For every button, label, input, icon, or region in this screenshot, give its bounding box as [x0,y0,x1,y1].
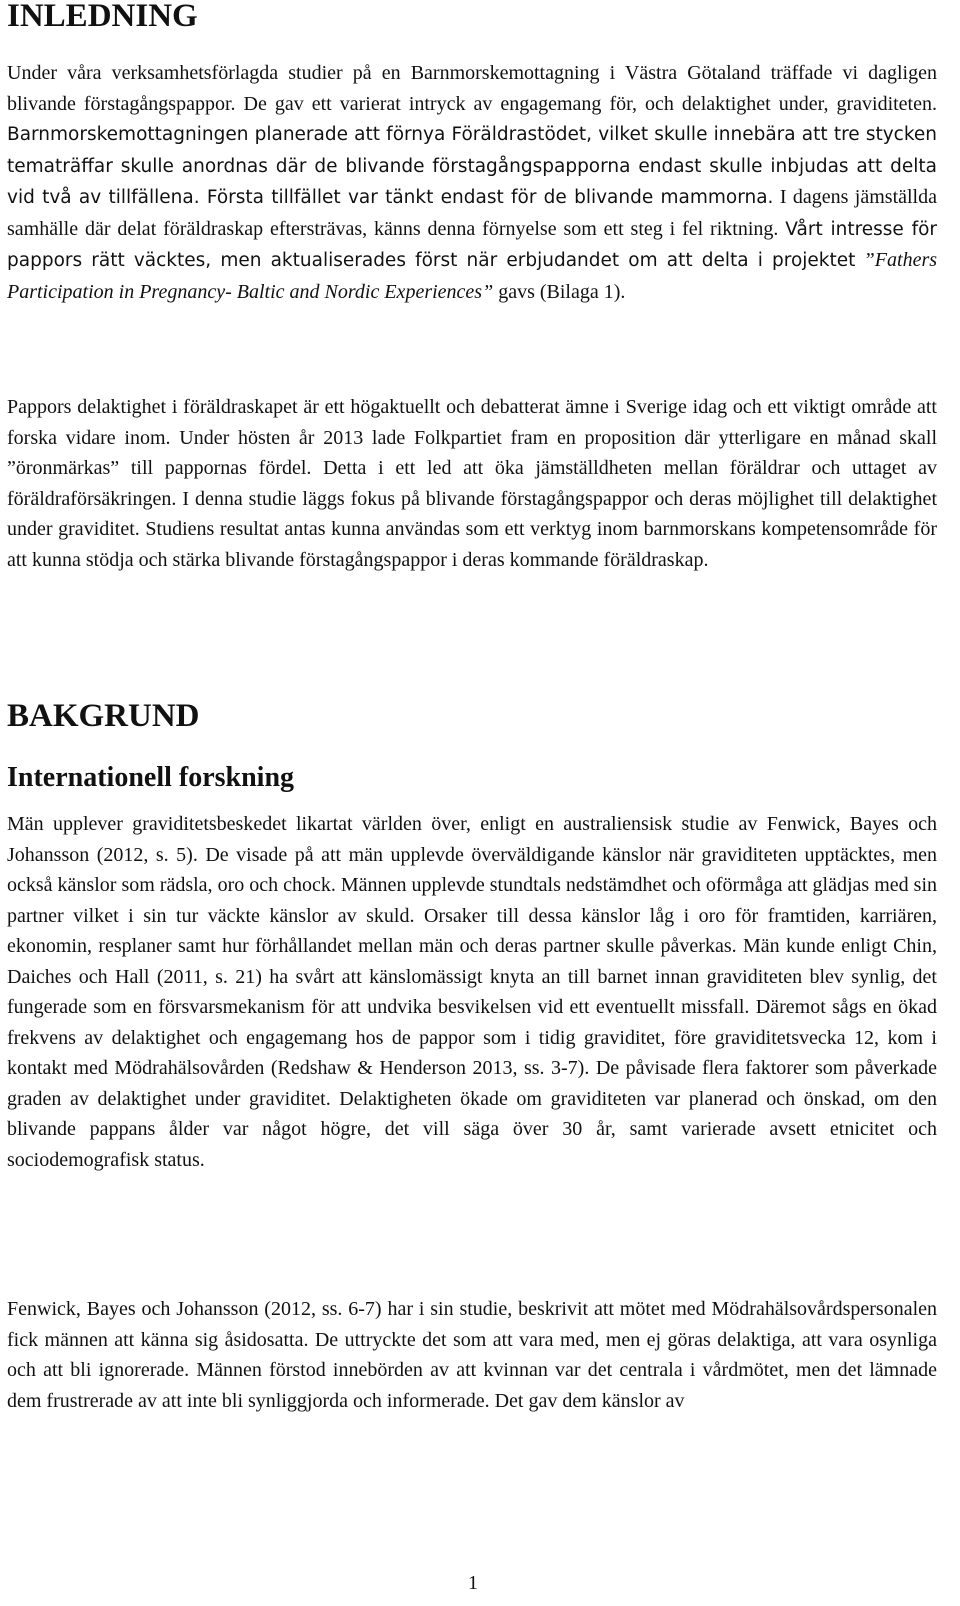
background-paragraph-1: Män upplever graviditetsbeskedet likartat världen över, enligt en australiensisk studie av Fenwick, Bayes och Johansson (2012, s. 5). De visade på att män upplevde överväldigande känslor när graviditeten upptäcktes, men också känslor som rädsla, oro och chock. Männen upplevde stundtals nedstämdhet och oförmåga att glädjas med sin partner vilket i sin tur väckte känslor av skuld. Orsaker till dessa känslor låg i oro för framtiden, karriären, ekonomin, resplaner samt hur förhållandet mellan män och deras partner skulle påverkas. Män kunde enligt Chin, Daiches och Hall (2011, s. 21) ha svårt att känslomässigt knyta an till barnet innan graviditeten blev synlig, det fungerade som en försvarsmekanism för att undvika besvikelsen vid ett eventuellt missfall. Däremot sågs en ökad frekvens av delaktighet och engagemang hos de pappor som i tidig graviditet, före graviditetsvecka 12, kom i kontakt med Mödrahälsovården (Redshaw & Henderson 2013, ss. 3-7). De påvisade flera faktorer som påverkade graden av delaktighet under graviditet. Delaktigheten ökade om graviditeten var planerad och önskad, om den blivande pappans ålder var något högre, det vill säga över 30 år, samt varierade avsett etnicitet och sociodemografisk status. [7,813,937,1171]
intro-p1-sentence-4b: gavs (Bilaga 1). [498,280,626,303]
project-title: ”Fathers Participation in Pregnancy- Baltic and Nordic Experiences” [7,249,938,303]
subheading-internationell-forskning: Internationell forskning [7,762,295,793]
page-number: 1 [468,1572,478,1594]
intro-p1-sentence-4a: Vårt intresse för pappors rätt väcktes, men aktualiserades först när erbjudandet om att delta i projektet [7,218,938,271]
intro-paragraph-1 [7,58,937,307]
section-heading-inledning: INLEDNING [7,0,198,34]
intro-p1-sentence-3: I dagens jämställda samhälle där delat föräldraskap eftersträvas, känns denna förnyelse som ett steg i fel riktning. [7,186,937,240]
section-heading-bakgrund: BAKGRUND [7,698,200,734]
background-paragraph-2: Fenwick, Bayes och Johansson (2012, ss. 6-7) har i sin studie, beskrivit att mötet med Mödrahälsovårdspersonalen fick männen att känna sig åsidosatta. De uttryckte det som att vara med, men ej göras delaktiga, att vara osynliga och att bli ignorerade. Männen förstod innebörden av att kvinnan var det centrala i vårdmötet, men det lämnade dem frustrerade av att inte bli synliggjorda och informerade. Det gav dem känslor av [7,1298,937,1412]
intro-p1-sentence-2: Barnmorskemottagningen planerade att förnya Föräldrastödet, vilket skulle innebära att tre stycken tematräffar skulle anordnas där de blivande förstagångspapporna endast skulle inbjudas att delta vid två av tillfällena. Första tillfället var tänkt endast för de blivande mammorna. [7,124,937,208]
intro-p1-sentence-1: Under våra verksamhetsförlagda studier på en Barnmorskemottagning i Västra Götaland träffade vi dagligen blivande förstagångspappor. De gav ett varierat intryck av engagemang för, och delaktighet under, graviditeten. [7,62,937,115]
intro-paragraph-2: Pappors delaktighet i föräldraskapet är ett högaktuellt och debatterat ämne i Sverige idag och ett viktigt område att forska vidare inom. Under hösten år 2013 lade Folkpartiet fram en proposition där ytterligare en månad skall ”öronmärkas” till pappornas fördel. Detta i ett led att öka jämställdheten mellan föräldrar och uttaget av föräldraförsäkringen. I denna studie läggs fokus på blivande förstagångspappor och deras möjlighet till delaktighet under graviditet. Studiens resultat antas kunna användas som ett verktyg inom barnmorskans kompetensområde för att kunna stödja och stärka blivande förstagångspappor i deras kommande föräldraskap. [7,396,937,571]
